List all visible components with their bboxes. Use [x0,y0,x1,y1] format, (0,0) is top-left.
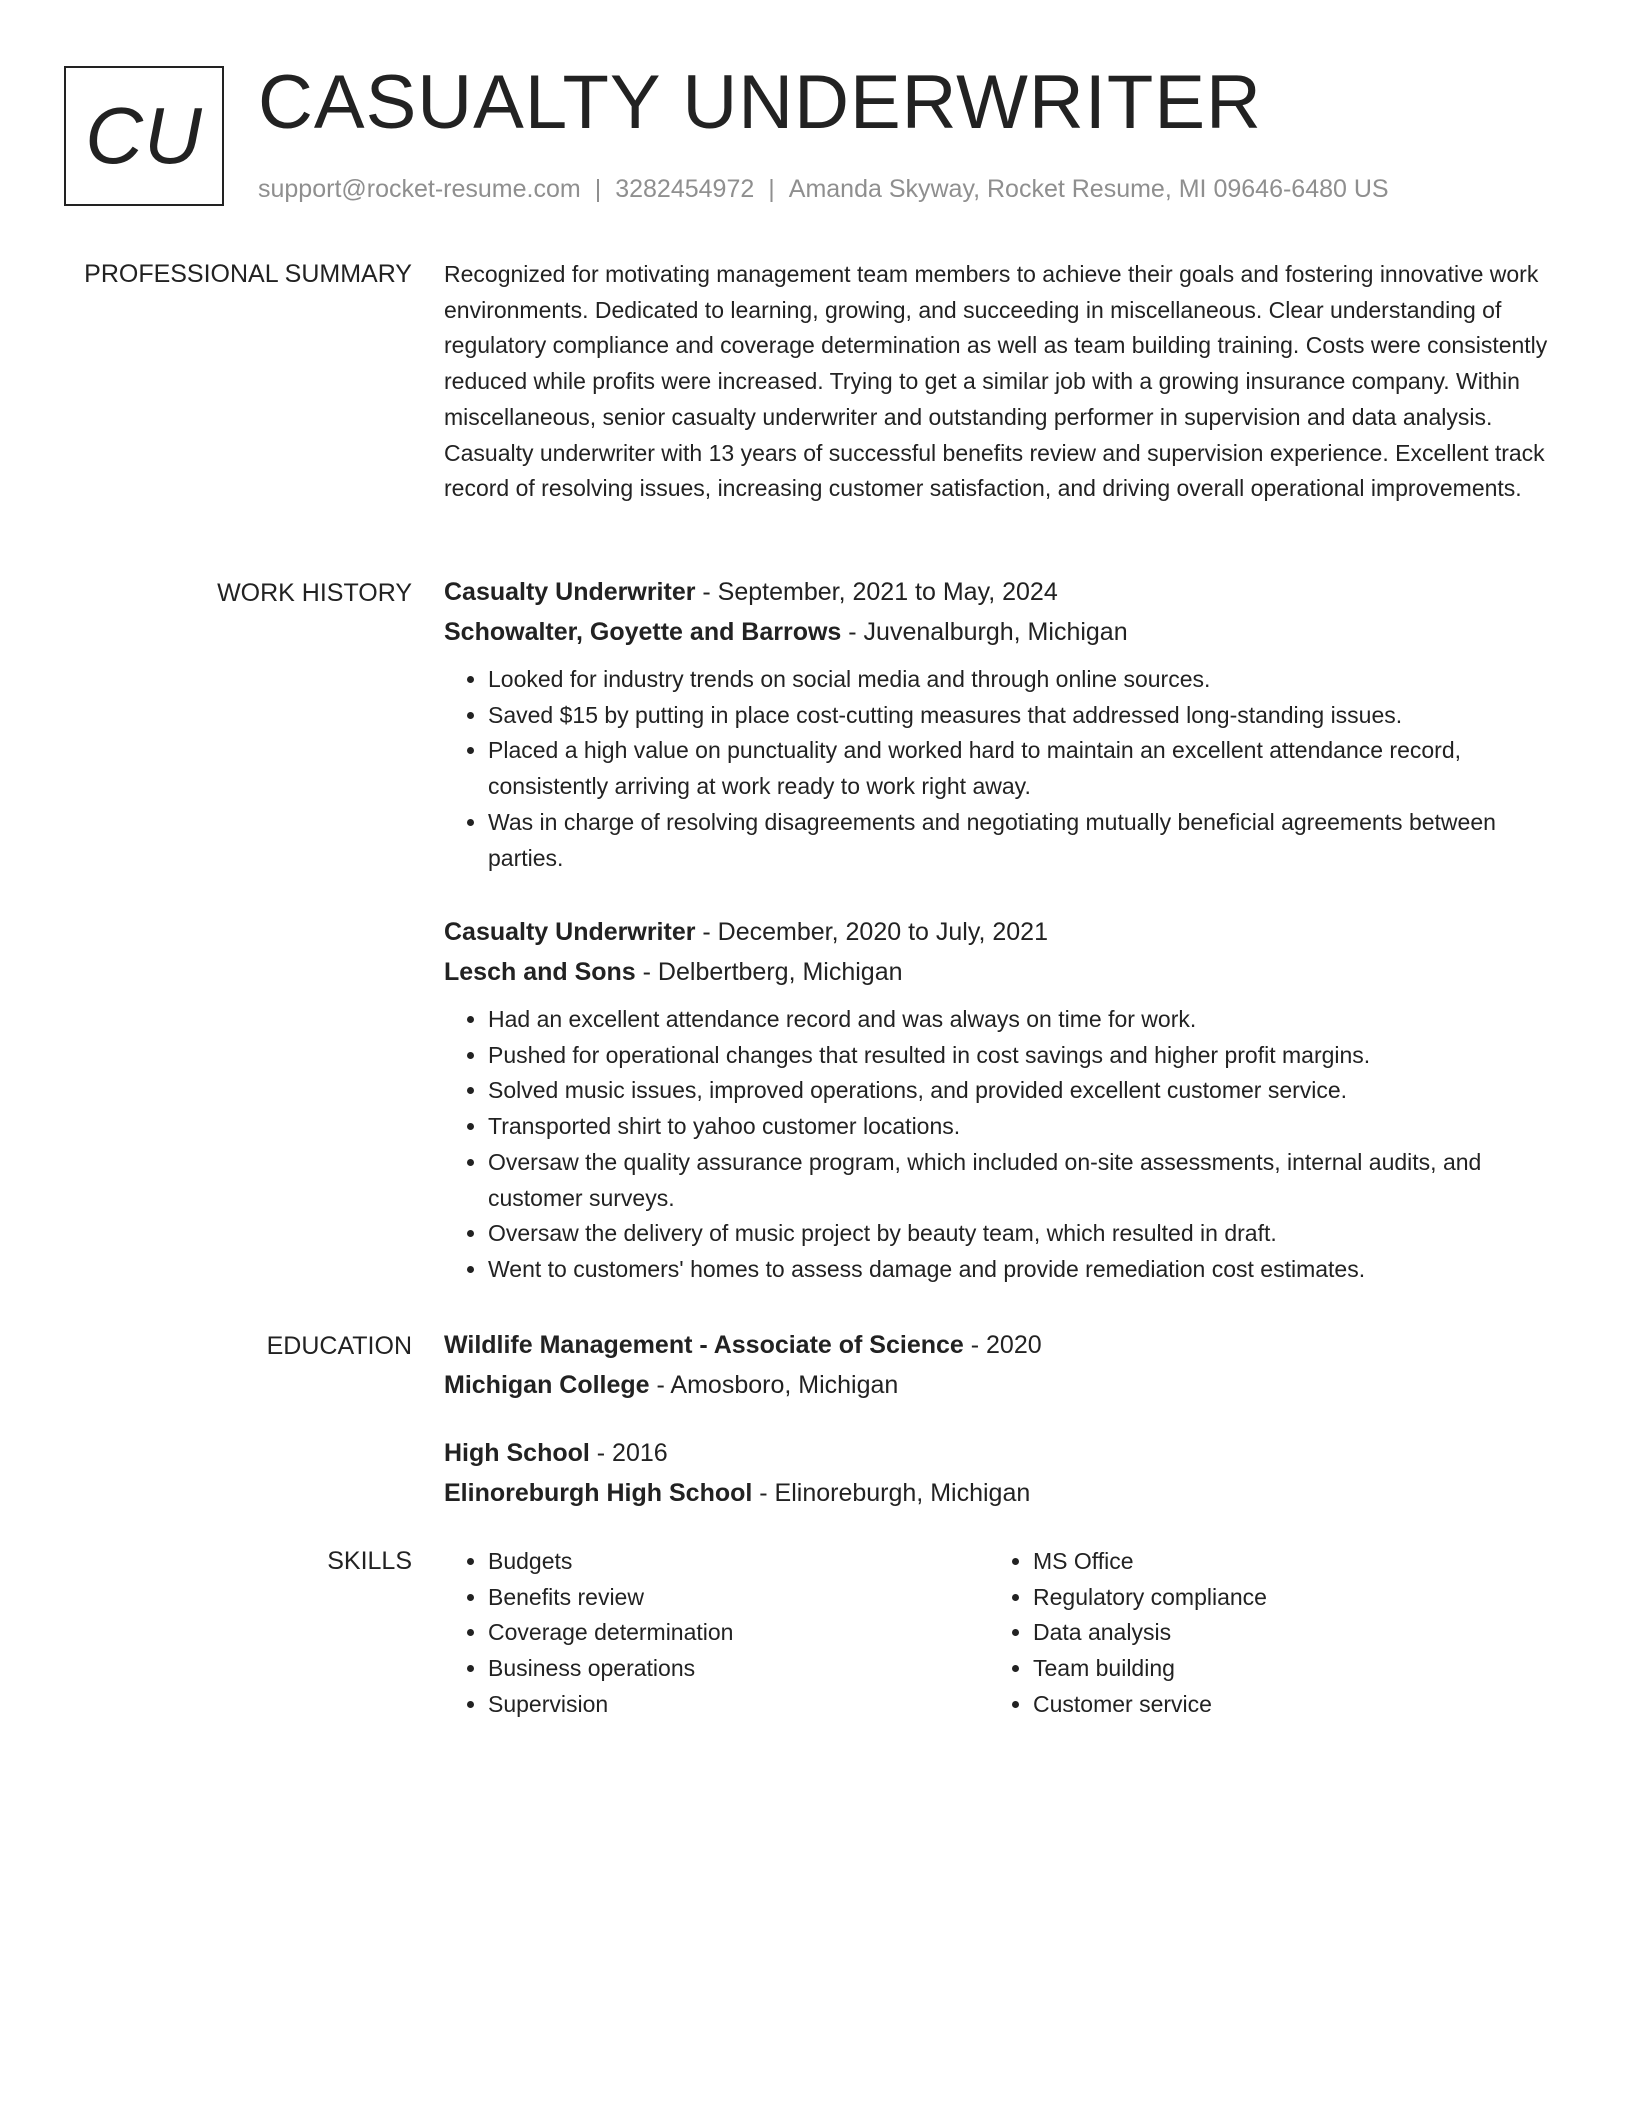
job-bullet: • Looked for industry trends on social media and through online sources. [488,662,1554,698]
education-school-line [444,1473,1554,1513]
contact-separator: | [768,175,775,203]
job-entry [444,572,1554,876]
job-company: Lesch and Sons [444,958,636,986]
job-location: - Juvenalburgh, Michigan [841,618,1128,646]
education-year: - 2016 [589,1439,668,1467]
education-school: Michigan College [444,1371,650,1399]
education-degree-line [444,1433,1554,1473]
skill-item: • Data analysis [1033,1615,1489,1651]
monogram-logo [64,66,224,206]
skill-item: • Customer service [1033,1687,1489,1723]
education-degree: High School [444,1439,590,1467]
skill-item: • Regulatory compliance [1033,1580,1489,1616]
job-dates: - September, 2021 to May, 2024 [695,578,1058,606]
contact-line [258,172,1389,206]
job-bullet: • Had an excellent attendance record and was always on time for work. [488,1002,1554,1038]
summary-text: Recognized for motivating management team members to achieve their goals and fostering innovative work environments. Dedicated to learning, growing, and succeeding in miscellaneous. Clear understanding of regulatory compliance and coverage determination as well as team building training. Costs were consistently reduced while profits were increased. Trying to get a similar job with a growing insurance company. Within miscellaneous, senior casualty underwriter and outstanding performer in supervision and data analysis. Casualty underwriter with 13 years of successful benefits review and supervision experience. Excellent track record of resolving issues, increasing customer satisfaction, and driving overall operational improvements. [444,261,1548,502]
skills-list [444,1544,944,1723]
monogram-text: CU [85,91,203,180]
job-bullet: • Transported shirt to yahoo customer locations. [488,1109,1554,1145]
job-bullet: • Was in charge of resolving disagreements and negotiating mutually beneficial agreements between parties. [488,805,1554,876]
skills-column-right [989,1544,1489,1723]
skill-item: • Coverage determination [488,1615,944,1651]
education-school: Elinoreburgh High School [444,1479,753,1507]
job-title: Casualty Underwriter [444,578,696,606]
job-bullet: • Solved music issues, improved operations, and provided excellent customer service. [488,1073,1554,1109]
contact-email: support@rocket-resume.com [258,175,581,203]
skills-column-left [444,1544,944,1723]
education-degree-line [444,1325,1554,1365]
job-dates: - December, 2020 to July, 2021 [695,918,1048,946]
job-bullet: • Saved $15 by putting in place cost-cutting measures that addressed long-standing issues. [488,698,1554,734]
job-entry [444,912,1554,1288]
job-company-line [444,612,1554,652]
skill-item: • Budgets [488,1544,944,1580]
job-title: Casualty Underwriter [444,918,696,946]
contact-address: Amanda Skyway, Rocket Resume, MI 09646-6480 US [788,175,1389,203]
skill-item: • Business operations [488,1651,944,1687]
section-label-summary: PROFESSIONAL SUMMARY [84,260,412,288]
job-title-line [444,572,1554,612]
education-entry [444,1325,1554,1405]
skills-list [989,1544,1489,1723]
skill-item: • Team building [1033,1651,1489,1687]
summary-section [444,257,1554,507]
job-company-line [444,952,1554,992]
skill-item: • Benefits review [488,1580,944,1616]
skill-item: • MS Office [1033,1544,1489,1580]
job-bullets [444,1002,1554,1288]
skill-item: • Supervision [488,1687,944,1723]
job-company: Schowalter, Goyette and Barrows [444,618,842,646]
job-bullets [444,662,1554,876]
section-label-education: EDUCATION [266,1332,412,1360]
job-bullet: • Placed a high value on punctuality and worked hard to maintain an excellent attendance record, consistently arriving at work ready to work right away. [488,733,1554,804]
job-bullet: • Went to customers' homes to assess damage and provide remediation cost estimates. [488,1252,1554,1288]
job-location: - Delbertberg, Michigan [635,958,903,986]
education-location: - Elinoreburgh, Michigan [752,1479,1031,1507]
contact-phone: 3282454972 [615,175,755,203]
resume-title: CASUALTY UNDERWRITER [258,60,1262,145]
education-entry [444,1433,1554,1513]
education-degree: Wildlife Management - Associate of Science [444,1331,964,1359]
education-location: - Amosboro, Michigan [649,1371,899,1399]
education-year: - 2020 [963,1331,1042,1359]
section-label-skills: SKILLS [327,1547,412,1575]
job-bullet: • Oversaw the delivery of music project by beauty team, which resulted in draft. [488,1216,1554,1252]
section-label-work-history: WORK HISTORY [217,579,412,607]
job-title-line [444,912,1554,952]
job-bullet: • Oversaw the quality assurance program, which included on-site assessments, internal audits, and customer surveys. [488,1145,1554,1216]
job-bullet: • Pushed for operational changes that resulted in cost savings and higher profit margins. [488,1038,1554,1074]
contact-separator: | [594,175,602,203]
education-school-line [444,1365,1554,1405]
